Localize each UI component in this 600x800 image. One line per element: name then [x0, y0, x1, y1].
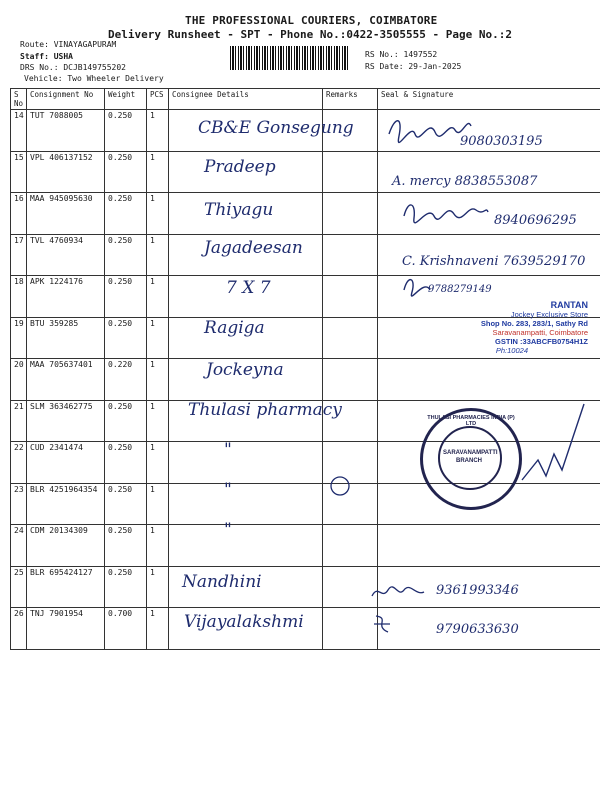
stamp-line: Shop No. 283, 283/1, Sathy Rd	[480, 319, 588, 328]
row-consignment: BLR 695424127	[27, 566, 105, 608]
seal-phone: 9080303195	[460, 134, 543, 149]
stamp-ring-text: THULASI PHARMACIES INDIA (P) LTD	[427, 415, 515, 427]
drs-number: DRS No.: DCJB149755202	[20, 63, 126, 72]
row-weight: 0.250	[105, 566, 147, 608]
col-seal: Seal & Signature	[378, 89, 600, 110]
consignee-handwriting: Ragiga	[204, 318, 265, 338]
consignee-handwriting: "	[224, 480, 232, 500]
consignee-handwriting: Nandhini	[182, 572, 262, 592]
row-sno: 15	[11, 151, 27, 193]
shop-stamp	[388, 300, 588, 368]
row-weight: 0.250	[105, 400, 147, 442]
row-pcs: 1	[147, 608, 169, 650]
stamp-line: GSTIN :33ABCFB0754H1Z	[495, 337, 588, 346]
rs-number: RS No.: 1497552	[365, 50, 438, 59]
stamp-line: Saravanampatti, Coimbatore	[492, 328, 588, 337]
row-pcs: 1	[147, 110, 169, 152]
row-consignment: BLR 4251964354	[27, 483, 105, 525]
row-sno: 23	[11, 483, 27, 525]
row-sno: 21	[11, 400, 27, 442]
row-pcs: 1	[147, 442, 169, 484]
consignee-handwriting: CB&E Gonsegung	[198, 118, 354, 138]
consignee-handwriting: Jockeyna	[206, 360, 284, 380]
row-sno: 18	[11, 276, 27, 318]
seal-phone: A. mercy 8838553087	[392, 174, 538, 189]
row-sno: 22	[11, 442, 27, 484]
row-consignment: MAA 705637401	[27, 359, 105, 401]
runsheet-table	[10, 88, 600, 650]
consignee-handwriting: "	[224, 520, 232, 540]
row-pcs: 1	[147, 193, 169, 235]
barcode	[230, 46, 348, 70]
signature-scribble	[370, 582, 426, 604]
vehicle: Vehicle: Two Wheeler Delivery	[24, 74, 164, 83]
company-name: THE PROFESSIONAL COURIERS, COIMBATORE	[185, 14, 438, 27]
stamp-line: RANTAN	[550, 300, 588, 310]
stamp-line: Jockey Exclusive Store	[510, 310, 588, 319]
consignee-handwriting: Pradeep	[204, 157, 276, 177]
row-weight: 0.250	[105, 276, 147, 318]
row-consignment: APK 1224176	[27, 276, 105, 318]
seal-phone: 9790633630	[436, 622, 519, 637]
row-weight: 0.250	[105, 317, 147, 359]
row-sno: 17	[11, 234, 27, 276]
row-sno: 20	[11, 359, 27, 401]
col-weight: Weight	[105, 89, 147, 110]
consignee-handwriting: Thiyagu	[204, 200, 274, 220]
signature-scribble	[400, 196, 490, 226]
signature-scribble	[328, 474, 352, 498]
consignee-handwriting: "	[224, 440, 232, 460]
col-remarks: Remarks	[323, 89, 378, 110]
seal-phone: C. Krishnaveni 7639529170	[402, 254, 586, 269]
row-weight: 0.250	[105, 442, 147, 484]
row-weight: 0.250	[105, 234, 147, 276]
consignee-handwriting: Vijayalakshmi	[184, 612, 304, 632]
seal-phone: 9361993346	[436, 583, 519, 598]
row-weight: 0.250	[105, 483, 147, 525]
row-pcs: 1	[147, 234, 169, 276]
seal-phone: 8940696295	[494, 213, 577, 228]
row-weight: 0.250	[105, 151, 147, 193]
row-pcs: 1	[147, 566, 169, 608]
pharmacy-stamp	[420, 408, 522, 510]
row-consignment: CUD 2341474	[27, 442, 105, 484]
row-sno: 14	[11, 110, 27, 152]
route: Route: VINAYAGAPURAM	[20, 40, 117, 49]
table-header-row	[11, 89, 600, 110]
rs-date: RS Date: 29-Jan-2025	[365, 62, 462, 71]
consignee-handwriting: Jagadeesan	[204, 238, 303, 258]
seal-phone: 9788279149	[428, 284, 492, 295]
col-sno: S No	[11, 89, 27, 110]
row-weight: 0.250	[105, 110, 147, 152]
row-sno: 24	[11, 525, 27, 567]
row-sno: 19	[11, 317, 27, 359]
row-consignment: VPL 406137152	[27, 151, 105, 193]
row-sno: 25	[11, 566, 27, 608]
row-pcs: 1	[147, 483, 169, 525]
row-pcs: 1	[147, 317, 169, 359]
row-consignment: BTU 359285	[27, 317, 105, 359]
row-weight: 0.250	[105, 525, 147, 567]
col-pcs: PCS	[147, 89, 169, 110]
row-pcs: 1	[147, 151, 169, 193]
col-consignment: Consignment No	[27, 89, 105, 110]
row-weight: 0.220	[105, 359, 147, 401]
col-consignee: Consignee Details	[169, 89, 323, 110]
row-weight: 0.250	[105, 193, 147, 235]
row-pcs: 1	[147, 276, 169, 318]
row-consignment: TNJ 7901954	[27, 608, 105, 650]
stamp-center-text: SARAVANAMPATTI BRANCH	[443, 450, 498, 464]
row-weight: 0.700	[105, 608, 147, 650]
row-sno: 16	[11, 193, 27, 235]
stamp-line: Ph:10024	[495, 346, 528, 355]
signature-scribble	[372, 612, 392, 636]
row-pcs: 1	[147, 359, 169, 401]
staff: Staff: USHA	[20, 52, 73, 61]
table-row	[11, 525, 600, 567]
row-sno: 26	[11, 608, 27, 650]
row-consignment: MAA 945095630	[27, 193, 105, 235]
runsheet-title: Delivery Runsheet - SPT - Phone No.:0422-3505555 - Page No.:2	[108, 28, 512, 41]
row-consignment: TVL 4760934	[27, 234, 105, 276]
row-consignment: SLM 363462775	[27, 400, 105, 442]
row-consignment: TUT 7088005	[27, 110, 105, 152]
consignee-handwriting: Thulasi pharmacy	[188, 400, 342, 420]
row-pcs: 1	[147, 525, 169, 567]
row-consignment: CDM 20134309	[27, 525, 105, 567]
consignee-handwriting: 7 X 7	[226, 278, 271, 298]
row-pcs: 1	[147, 400, 169, 442]
signature-scribble	[518, 400, 588, 500]
